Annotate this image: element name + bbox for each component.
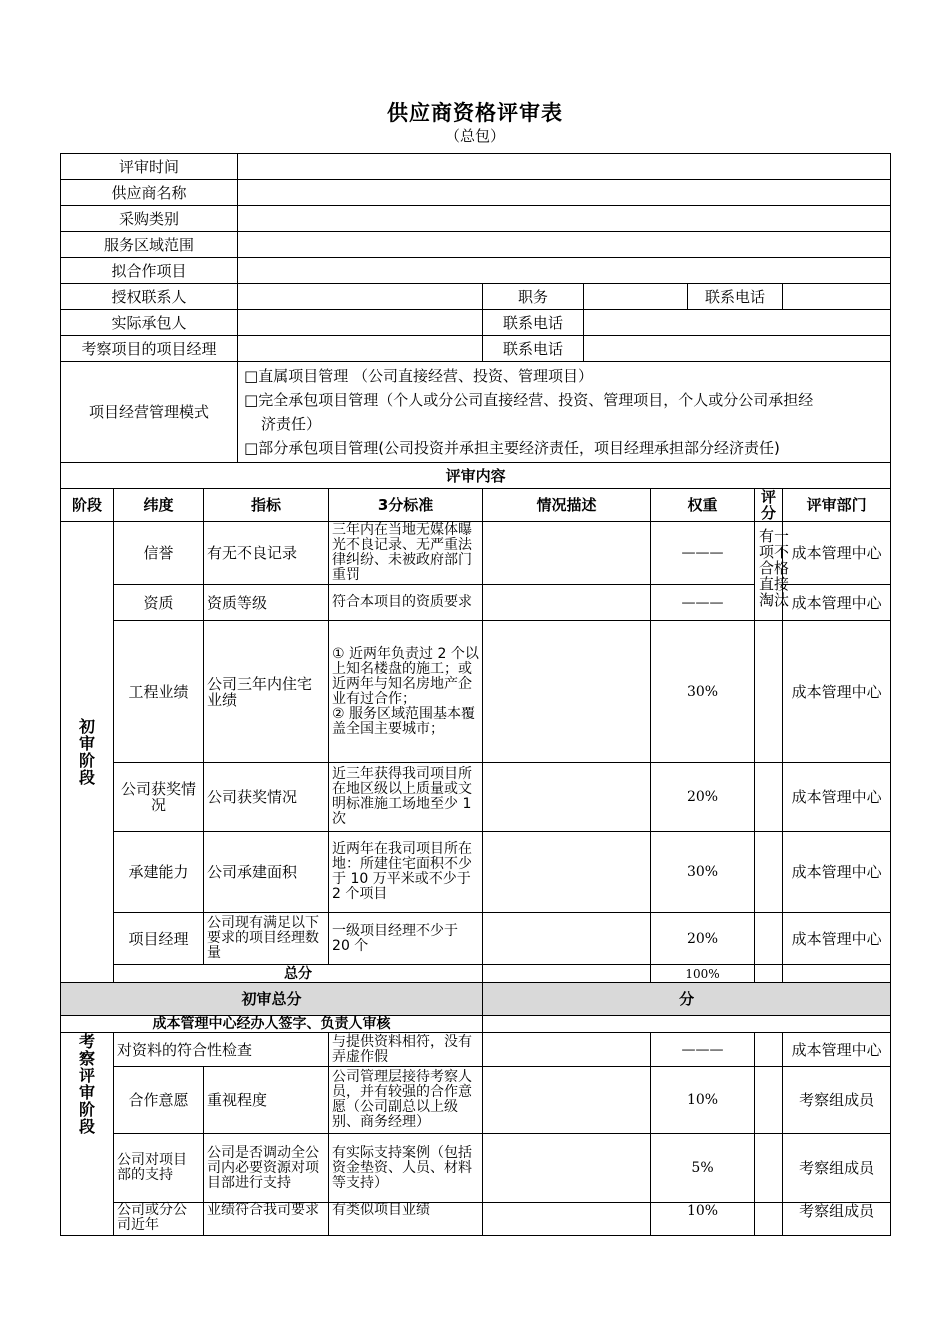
row-review-section xyxy=(61,463,891,489)
weight-cell: 10% xyxy=(651,1203,755,1236)
label-project: 拟合作项目 xyxy=(61,258,238,284)
weight-cell: 5% xyxy=(651,1134,755,1203)
total-weight: 100% xyxy=(651,965,755,983)
description-field[interactable] xyxy=(483,1033,651,1067)
row-management-mode xyxy=(61,362,891,463)
label-pm-phone: 联系电话 xyxy=(483,336,584,362)
row-first-total xyxy=(61,983,891,1016)
table-row xyxy=(61,832,891,913)
first-review-total-label: 初审总分 xyxy=(61,983,483,1016)
label-position: 职务 xyxy=(483,284,584,310)
description-field[interactable] xyxy=(483,1134,651,1203)
weight-cell: 30% xyxy=(651,621,755,763)
dimension-cell: 工程业绩 xyxy=(114,621,204,763)
total-description xyxy=(483,965,651,983)
header-department: 评审部门 xyxy=(783,489,891,522)
standard-cell: 一级项目经理不少于 20 个 xyxy=(329,913,483,965)
standard-cell: 近两年在我司项目所在地：所建住宅面积不少于 10 万平米或不少于 2 个项目 xyxy=(329,832,483,913)
page-subtitle: （总包） xyxy=(444,127,505,145)
review-section-title: 评审内容 xyxy=(61,463,891,489)
option-direct-management[interactable]: □直属项目管理 （公司直接经营、投资、管理项目） xyxy=(244,367,593,385)
row-column-headers xyxy=(61,489,891,522)
weight-cell: 30% xyxy=(651,832,755,913)
indicator-cell: 资质等级 xyxy=(204,585,329,621)
table-row xyxy=(61,763,891,832)
score-field[interactable] xyxy=(755,1033,783,1067)
indicator-cell: 有无不良记录 xyxy=(204,522,329,585)
dimension-cell: 对资料的符合性检查 xyxy=(114,1033,329,1067)
header-weight: 权重 xyxy=(651,489,755,522)
score-field[interactable] xyxy=(755,832,783,913)
header-standard: 3分标准 xyxy=(329,489,483,522)
indicator-cell: 公司三年内住宅业绩 xyxy=(204,621,329,763)
option-partial-contract[interactable]: □部分承包项目管理(公司投资并承担主要经济责任，项目经理承担部分经济责任) xyxy=(244,439,780,457)
label-contact-phone: 联系电话 xyxy=(688,284,783,310)
description-field[interactable] xyxy=(483,1203,651,1236)
header-indicator: 指标 xyxy=(204,489,329,522)
header-stage: 阶段 xyxy=(61,489,114,522)
signoff-label: 成本管理中心经办人签字、负责人审核 xyxy=(61,1016,483,1033)
row-contact xyxy=(61,284,891,310)
field-purchase-category[interactable] xyxy=(238,206,891,232)
row-contractor xyxy=(61,310,891,336)
table-row xyxy=(61,913,891,965)
field-position[interactable] xyxy=(584,284,688,310)
standard-cell: 三年内在当地无媒体曝光不良记录、无严重法律纠纷、未被政府部门重罚 xyxy=(329,522,483,585)
row-supplier-name xyxy=(61,180,891,206)
weight-cell: 10% xyxy=(651,1067,755,1134)
department-cell: 成本管理中心 xyxy=(783,1033,891,1067)
description-field[interactable] xyxy=(483,585,651,621)
table-row xyxy=(61,1134,891,1203)
stage-inspection-label: 考察评审阶段 xyxy=(61,1033,114,1236)
total-score-field[interactable] xyxy=(755,965,783,983)
table-row xyxy=(61,1033,891,1067)
dimension-cell: 信誉 xyxy=(114,522,204,585)
department-cell: 成本管理中心 xyxy=(783,832,891,913)
dimension-cell: 资质 xyxy=(114,585,204,621)
score-field[interactable] xyxy=(755,763,783,832)
description-field[interactable] xyxy=(483,763,651,832)
department-cell: 成本管理中心 xyxy=(783,585,891,621)
row-project xyxy=(61,258,891,284)
row-purchase-category xyxy=(61,206,891,232)
weight-cell: ——— xyxy=(651,585,755,621)
table-row xyxy=(61,522,891,585)
table-row xyxy=(61,1067,891,1134)
veto-rule-cell: 有一项不合格直接淘汰 xyxy=(755,522,783,621)
label-pm: 考察项目的项目经理 xyxy=(61,336,238,362)
department-cell: 考察组成员 xyxy=(783,1067,891,1134)
field-contractor[interactable] xyxy=(238,310,483,336)
field-review-time[interactable] xyxy=(238,154,891,180)
weight-cell: ——— xyxy=(651,522,755,585)
description-field[interactable] xyxy=(483,913,651,965)
dimension-cell: 公司对项目部的支持 xyxy=(114,1134,204,1203)
description-field[interactable] xyxy=(483,522,651,585)
score-field[interactable] xyxy=(755,1067,783,1134)
supplier-review-table xyxy=(60,153,891,1236)
table-row xyxy=(61,621,891,763)
dimension-cell: 公司获奖情况 xyxy=(114,763,204,832)
score-field[interactable] xyxy=(755,913,783,965)
header-dimension: 纬度 xyxy=(114,489,204,522)
indicator-cell: 公司获奖情况 xyxy=(204,763,329,832)
row-pm xyxy=(61,336,891,362)
score-field[interactable] xyxy=(755,621,783,763)
label-supplier-name: 供应商名称 xyxy=(61,180,238,206)
field-contact-phone[interactable] xyxy=(783,284,891,310)
score-field[interactable] xyxy=(755,1134,783,1203)
option-full-contract[interactable]: □完全承包项目管理（个人或分公司直接经营、投资、管理项目，个人或分公司承担经 xyxy=(244,391,814,409)
standard-cell: 与提供资料相符，没有弄虚作假 xyxy=(329,1033,483,1067)
description-field[interactable] xyxy=(483,832,651,913)
row-signoff xyxy=(61,1016,891,1033)
indicator-cell: 业绩符合我司要求 xyxy=(204,1203,329,1236)
indicator-cell: 公司现有满足以下要求的项目经理数量 xyxy=(204,913,329,965)
total-department xyxy=(783,965,891,983)
signoff-field[interactable] xyxy=(483,1016,891,1033)
department-cell: 成本管理中心 xyxy=(783,913,891,965)
indicator-cell: 公司承建面积 xyxy=(204,832,329,913)
field-supplier-name[interactable] xyxy=(238,180,891,206)
indicator-cell: 重视程度 xyxy=(204,1067,329,1134)
stage-initial-label: 初审阶段 xyxy=(61,522,114,983)
department-cell: 成本管理中心 xyxy=(783,522,891,585)
standard-cell: 近三年获得我司项目所在地区级以上质量或文明标准施工场地至少 1 次 xyxy=(329,763,483,832)
label-contractor: 实际承包人 xyxy=(61,310,238,336)
standard-cell: ① 近两年负责过 2 个以上知名楼盘的施工；或近两年与知名房地产企业有过合作； ② 服务区域范围基本覆盖全国主要城市； xyxy=(329,621,483,763)
dimension-cell: 项目经理 xyxy=(114,913,204,965)
row-total xyxy=(61,965,891,983)
standard-cell: 有实际支持案例（包括资金垫资、人员、材料等支持） xyxy=(329,1134,483,1203)
standard-cell: 公司管理层接待考察人员，并有较强的合作意愿（公司副总以上级别、商务经理） xyxy=(329,1067,483,1134)
dimension-cell: 承建能力 xyxy=(114,832,204,913)
field-service-area[interactable] xyxy=(238,232,891,258)
standard-cell: 符合本项目的资质要求 xyxy=(329,585,483,621)
header-description: 情况描述 xyxy=(483,489,651,522)
total-label: 总分 xyxy=(114,965,483,983)
weight-cell: 20% xyxy=(651,763,755,832)
indicator-cell: 公司是否调动全公司内必要资源对项目部进行支持 xyxy=(204,1134,329,1203)
label-purchase-category: 采购类别 xyxy=(61,206,238,232)
weight-cell: ——— xyxy=(651,1033,755,1067)
department-cell: 考察组成员 xyxy=(783,1203,891,1236)
field-contact[interactable] xyxy=(238,284,483,310)
label-service-area: 服务区域范围 xyxy=(61,232,238,258)
department-cell: 成本管理中心 xyxy=(783,763,891,832)
dimension-cell: 合作意愿 xyxy=(114,1067,204,1134)
label-review-time: 评审时间 xyxy=(61,154,238,180)
department-cell: 成本管理中心 xyxy=(783,621,891,763)
description-field[interactable] xyxy=(483,1067,651,1134)
dimension-cell: 公司或分公司近年 xyxy=(114,1203,204,1236)
table-row xyxy=(61,1203,891,1236)
description-field[interactable] xyxy=(483,621,651,763)
row-service-area xyxy=(61,232,891,258)
field-contractor-phone[interactable] xyxy=(584,310,891,336)
page-title: 供应商资格评审表 xyxy=(387,101,563,125)
department-cell: 考察组成员 xyxy=(783,1134,891,1203)
management-mode-options xyxy=(238,362,891,463)
header-score: 评分 xyxy=(755,489,783,522)
row-review-time xyxy=(61,154,891,180)
label-management-mode: 项目经营管理模式 xyxy=(61,362,238,463)
standard-cell: 有类似项目业绩 xyxy=(329,1203,483,1236)
label-contractor-phone: 联系电话 xyxy=(483,310,584,336)
score-field[interactable] xyxy=(755,1203,783,1236)
option-full-contract-cont: 济责任） xyxy=(261,415,322,433)
field-pm[interactable] xyxy=(238,336,483,362)
field-project[interactable] xyxy=(238,258,891,284)
label-contact: 授权联系人 xyxy=(61,284,238,310)
first-review-total-score[interactable]: 分 xyxy=(483,983,891,1016)
weight-cell: 20% xyxy=(651,913,755,965)
field-pm-phone[interactable] xyxy=(584,336,891,362)
